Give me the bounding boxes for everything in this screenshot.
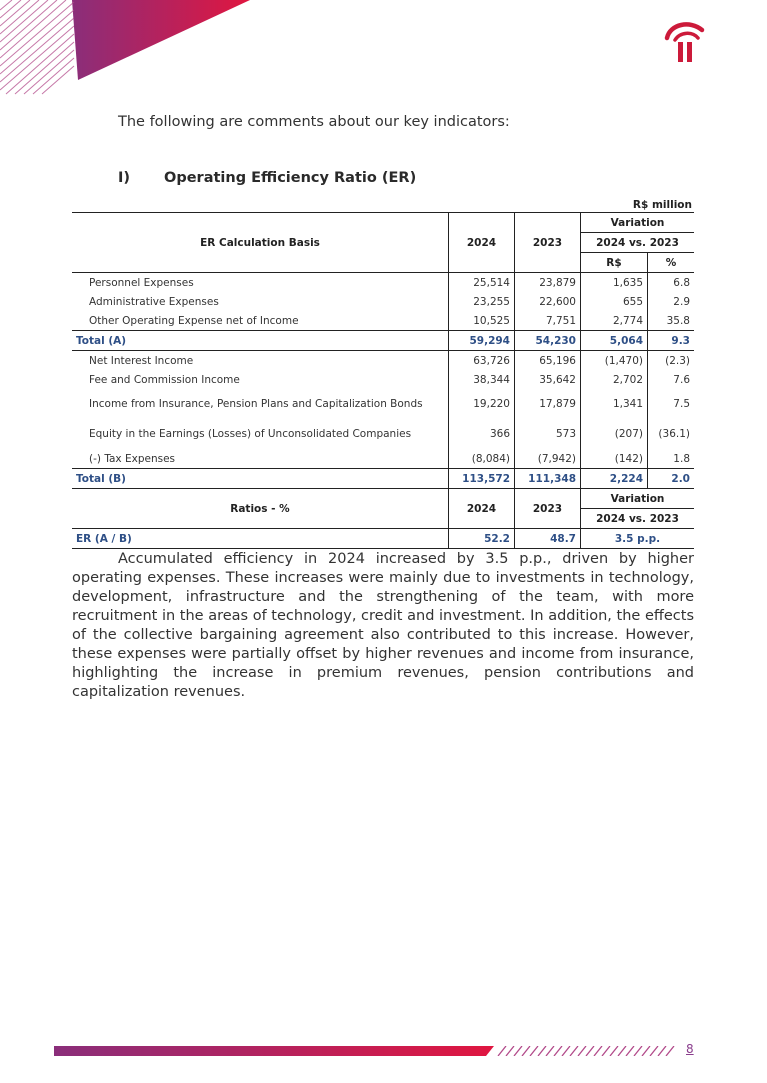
analysis-paragraph — [72, 550, 694, 702]
cell-2024: 366 — [449, 419, 515, 449]
header-vs: 2024 vs. 2023 — [581, 233, 695, 253]
cell-rs: 2,774 — [581, 311, 648, 331]
cell-2024: 113,572 — [449, 469, 515, 489]
total-row — [72, 331, 694, 351]
header-basis: ER Calculation Basis — [72, 213, 449, 273]
header-2024: 2024 — [449, 213, 515, 273]
cell-rs: (207) — [581, 419, 648, 449]
cell-rs: (1,470) — [581, 351, 648, 371]
row-label: Total (B) — [72, 469, 449, 489]
row-label: Personnel Expenses — [89, 276, 194, 289]
cell-pct: (2.3) — [648, 351, 695, 371]
cell-pct: 1.8 — [648, 449, 695, 469]
cell-2023: 35,642 — [515, 370, 581, 389]
cell-2024: 25,514 — [449, 273, 515, 293]
er-variation: 3.5 p.p. — [581, 529, 695, 549]
total-row — [72, 469, 694, 489]
page-number: 8 — [686, 1042, 694, 1056]
ratios-2024: 2024 — [449, 489, 515, 529]
header-variation: Variation — [581, 213, 695, 233]
cell-2024: 59,294 — [449, 331, 515, 351]
er-row — [72, 529, 694, 549]
table-row — [72, 449, 694, 469]
intro-text: The following are comments about our key indicators: — [118, 114, 510, 130]
cell-2023: 54,230 — [515, 331, 581, 351]
row-label: Administrative Expenses — [89, 295, 219, 308]
ratios-vs: 2024 vs. 2023 — [581, 509, 695, 529]
paragraph-text: Accumulated efficiency in 2024 increased by 3.5 p.p., driven by higher operating expenses. These increases were mainly due to investments in technology, development, infrastructure and the strengthening of the team, with more recruitment in the areas of technology, credit and investment. In addition, the effects of the collective bargaining agreement also contributed to this increase. However, these expenses were partially offset by higher revenues and income from insurance, highlighting the increase in premium revenues, pension contributions and capitalization revenues. — [72, 551, 694, 700]
table-row — [72, 370, 694, 389]
table-row — [72, 292, 694, 311]
row-label: (-) Tax Expenses — [89, 452, 176, 465]
er-label: ER (A / B) — [72, 529, 449, 549]
row-label: Net Interest Income — [89, 354, 194, 367]
ratios-header-row — [72, 489, 694, 509]
cell-pct: 7.5 — [648, 389, 695, 419]
cell-2023: 65,196 — [515, 351, 581, 371]
table-row — [72, 389, 694, 419]
cell-2024: 10,525 — [449, 311, 515, 331]
ratios-label: Ratios - % — [72, 489, 449, 529]
cell-rs: 655 — [581, 292, 648, 311]
cell-pct: 2.0 — [648, 469, 695, 489]
table-header-row — [72, 213, 694, 233]
er-2023: 48.7 — [515, 529, 581, 549]
cell-2023: 7,751 — [515, 311, 581, 331]
header-2023: 2023 — [515, 213, 581, 273]
cell-2023: 111,348 — [515, 469, 581, 489]
cell-pct: 7.6 — [648, 370, 695, 389]
unit-label: R$ million — [632, 199, 692, 211]
er-table — [72, 212, 694, 549]
ratios-variation: Variation — [581, 489, 695, 509]
row-label: Other Operating Expense net of Income — [89, 314, 299, 327]
cell-rs: 2,702 — [581, 370, 648, 389]
section-title: Operating Efficiency Ratio (ER) — [164, 170, 417, 186]
header-pct: % — [648, 253, 695, 273]
cell-2023: (7,942) — [515, 449, 581, 469]
header-rs: R$ — [581, 253, 648, 273]
row-label: Equity in the Earnings (Losses) of Unconsolidated Companies — [89, 428, 412, 440]
section-heading — [118, 170, 416, 186]
cell-rs: 1,341 — [581, 389, 648, 419]
cell-rs: 1,635 — [581, 273, 648, 293]
cell-pct: 6.8 — [648, 273, 695, 293]
cell-pct: 35.8 — [648, 311, 695, 331]
cell-pct: 2.9 — [648, 292, 695, 311]
er-2024: 52.2 — [449, 529, 515, 549]
cell-2023: 23,879 — [515, 273, 581, 293]
cell-2023: 22,600 — [515, 292, 581, 311]
row-label: Fee and Commission Income — [89, 373, 240, 386]
cell-2023: 17,879 — [515, 389, 581, 419]
brand-logo-icon — [664, 18, 706, 64]
header-decoration — [0, 0, 260, 95]
cell-rs: 5,064 — [581, 331, 648, 351]
cell-2024: (8,084) — [449, 449, 515, 469]
cell-2024: 63,726 — [449, 351, 515, 371]
cell-pct: 9.3 — [648, 331, 695, 351]
ratios-2023: 2023 — [515, 489, 581, 529]
table-row — [72, 351, 694, 371]
footer-decoration — [54, 1046, 682, 1056]
cell-2024: 38,344 — [449, 370, 515, 389]
row-label: Income from Insurance, Pension Plans and Capitalization Bonds — [89, 398, 423, 410]
table-row — [72, 273, 694, 293]
cell-rs: (142) — [581, 449, 648, 469]
cell-pct: (36.1) — [648, 419, 695, 449]
table-row — [72, 419, 694, 449]
section-number: I) — [118, 170, 131, 186]
cell-2024: 23,255 — [449, 292, 515, 311]
cell-2024: 19,220 — [449, 389, 515, 419]
cell-2023: 573 — [515, 419, 581, 449]
row-label: Total (A) — [72, 331, 449, 351]
table-row — [72, 311, 694, 331]
cell-rs: 2,224 — [581, 469, 648, 489]
